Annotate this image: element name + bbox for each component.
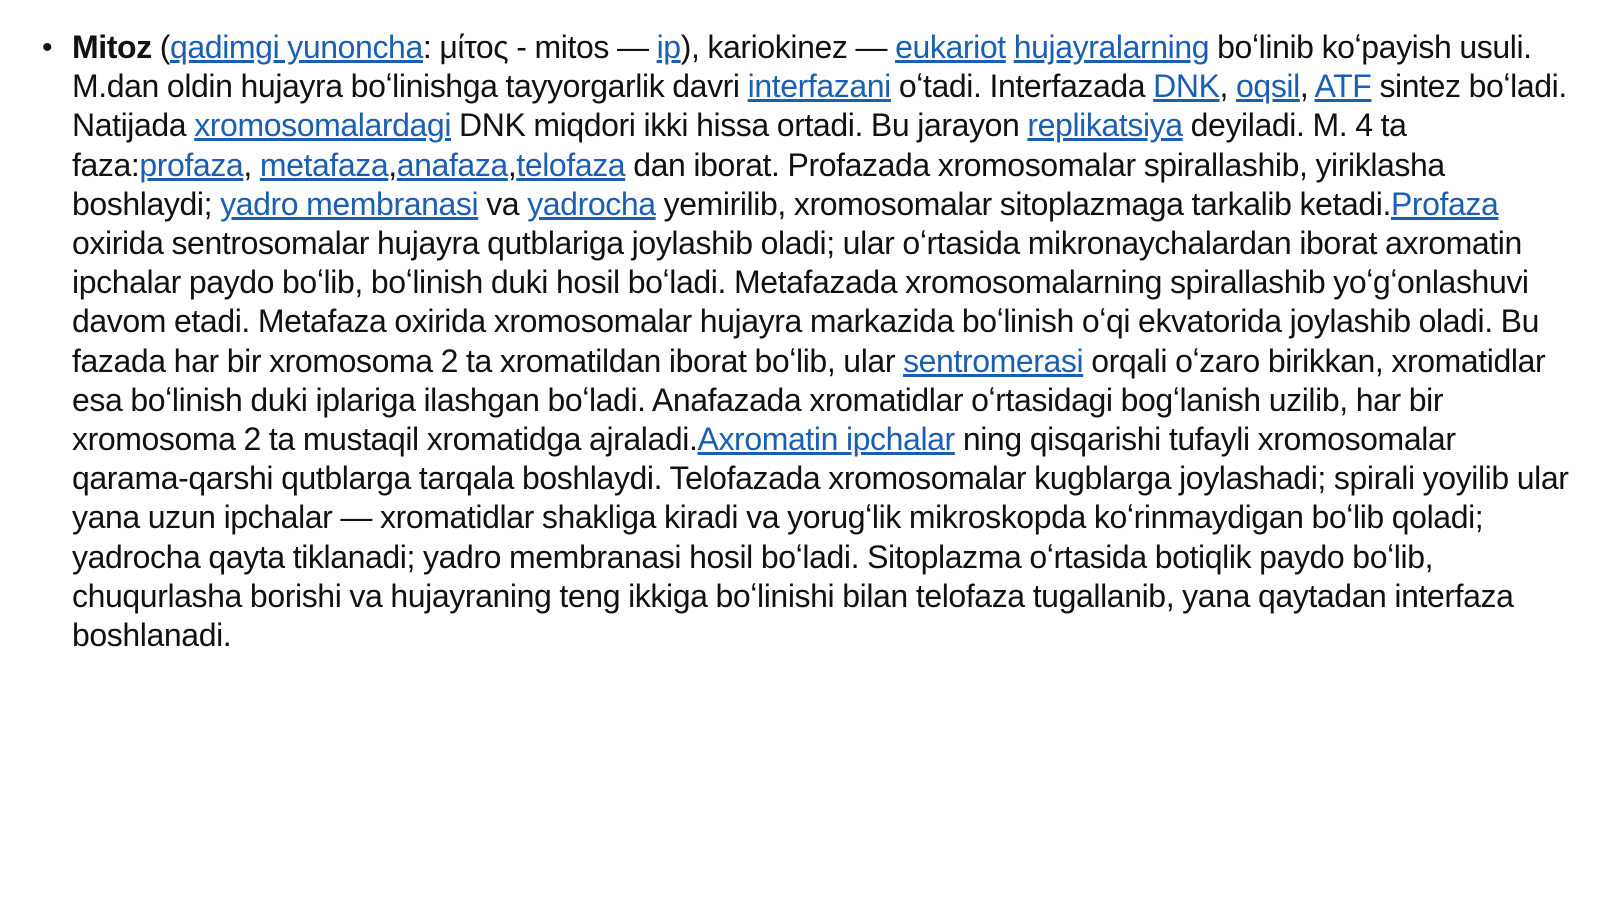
- link-yadro-membranasi[interactable]: yadro membranasi: [220, 185, 479, 222]
- text-segment: ), kariokinez —: [680, 29, 896, 65]
- text-segment: : μίτος - mitos —: [422, 29, 657, 65]
- bullet-list: [40, 28, 1570, 655]
- link-dnk[interactable]: DNK: [1153, 68, 1220, 105]
- link-ip[interactable]: ip: [656, 29, 681, 65]
- link-anafaza[interactable]: anafaza: [396, 146, 508, 183]
- text-segment: ,: [1299, 68, 1315, 105]
- text-segment: va: [478, 185, 528, 222]
- link-xromosomalardagi[interactable]: xromosomalardagi: [194, 107, 452, 144]
- text-segment: ,: [243, 146, 260, 183]
- link-hujayralarning[interactable]: hujayralarning: [1013, 29, 1210, 65]
- text-segment: boʻlinib koʻpayish usuli. M.dan oldin hujayra boʻlinishga tayyorgarlik davri: [72, 29, 1532, 105]
- text-segment: dan iborat. Profazada xromosomalar spirallashib, yiriklasha boshlaydi;: [72, 146, 1445, 222]
- link-interfazani[interactable]: interfazani: [747, 68, 891, 105]
- text-segment: yemirilib, xromosomalar sitoplazmaga tarkalib ketadi.: [655, 185, 1391, 222]
- text-segment: oʻtadi. Interfazada: [890, 68, 1154, 105]
- text-segment: (: [151, 29, 171, 65]
- link-yadrocha[interactable]: yadrocha: [527, 185, 656, 222]
- link-sentromerasi[interactable]: sentromerasi: [903, 342, 1084, 379]
- text-segment: [1006, 29, 1014, 65]
- term-mitoz: Mitoz: [72, 29, 152, 65]
- link-eukariot[interactable]: eukariot: [895, 29, 1006, 65]
- link-metafaza[interactable]: metafaza: [259, 146, 389, 183]
- link-atf[interactable]: ATF: [1314, 68, 1372, 105]
- text-segment: orqali oʻzaro birikkan, xromatidlar esa boʻlinish duki iplariga ilashgan boʻladi. Anafazada xromatidlar oʻrtasidagi bogʻlanish uzilib, har bir xromosoma 2 ta mustaqil xromatidga ajraladi.: [72, 342, 1546, 458]
- text-segment: ,: [1219, 68, 1237, 105]
- text-segment: DNK miqdori ikki hissa ortadi. Bu jarayon: [451, 107, 1028, 144]
- link-telofaza[interactable]: telofaza: [516, 146, 626, 183]
- text-segment: oxirida sentrosomalar hujayra qutblariga joylashib oladi; ular oʻrtasida mikronaychalardan iborat axromatin ipchalar paydo boʻlib, boʻlinish duki hosil boʻladi. Metafazada xromosomalarning spirallashib yoʻgʻonlashuvi davom etadi. Metafaza oxirida xromosomalar hujayra markazida boʻlinish oʻqi ekvatorida joylashib oladi. Bu fazada har bir xromosoma 2 ta xromatildan iborat boʻlib, ular: [72, 225, 1540, 379]
- bullet-dot-icon: •: [42, 31, 53, 64]
- link-replikatsiya[interactable]: replikatsiya: [1027, 107, 1183, 144]
- link-oqsil[interactable]: oqsil: [1236, 68, 1300, 105]
- text-segment: deyiladi. M. 4 ta faza:: [72, 107, 1407, 183]
- link-profaza[interactable]: profaza: [139, 146, 244, 183]
- link-qadimgi-yunoncha[interactable]: qadimgi yunoncha: [170, 29, 423, 65]
- text-segment: ,: [388, 146, 397, 183]
- text-segment: ,: [507, 146, 517, 183]
- bullet-item-mitoz: [40, 28, 1570, 655]
- text-segment: ning qisqarishi tufayli xromosomalar qarama-qarshi qutblarga tarqala boshlaydi. Telofazada xromosomalar kugblarga joylashadi; spirali yoyilib ular yana uzun ipchalar — xromatidlar shakliga kiradi va yorugʻlik mikroskopda koʻrinmaydigan boʻlib qoladi; yadrocha qayta tiklanadi; yadro membranasi hosil boʻladi. Sitoplazma oʻrtasida botiqlik paydo boʻlib, chuqurlasha borishi va hujayraning teng ikkiga boʻlinishi bilan telofaza tugallanib, yana qaytadan interfaza boshlanadi.: [72, 421, 1569, 654]
- text-segment: sintez boʻladi. Natijada: [72, 68, 1567, 144]
- link-profaza-2[interactable]: Profaza: [1390, 185, 1499, 222]
- link-axromatin-ipchalar[interactable]: Axromatin ipchalar: [697, 421, 955, 458]
